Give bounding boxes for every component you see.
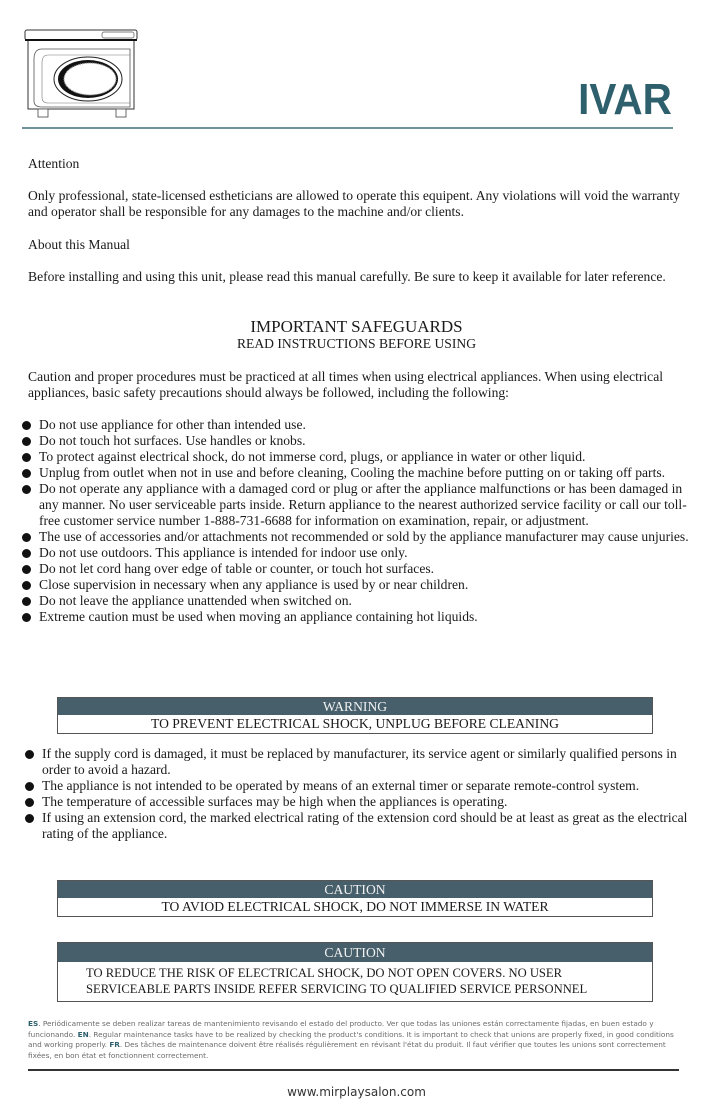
caution-label: CAUTION [58,881,652,898]
warning-label: WARNING [58,698,652,715]
list-item: If using an extension cord, the marked electrical rating of the extension cord should be at least as great as the electrical rating of the appliance. [42,810,692,842]
bullet-icon [22,581,31,590]
list-item: The appliance is not intended to be operated by means of an external timer or separate remote-control system. [42,778,692,794]
attention-heading: Attention [28,156,80,171]
caution-box-covers [57,942,653,1002]
additional-safety-list [42,746,692,842]
list-item: Do not operate any appliance with a damaged cord or plug or after the appliance malfunctions or has been damaged in any manner. No user serviceable parts inside. Return appliance to the nearest authorized service facility or call our toll-free customer service number 1-888-731-6688 for information on examination, repair, or adjustment. [39,481,699,529]
maintenance-footnote: ES. Periódicamente se deben realizar tareas de mantenimiento revisando el estado del producto. Ver que todas las uniones están correctamente fijadas, en buen estado y funcionando. EN. Regular maintenance tasks have to be realized by checking the product's conditions. It is important to check that unions are properly fixed, in good conditions and working properly. FR. Des tâches de maintenance doivent être réalisés régulièrement en révisant l'état du produit. Il faut vérifier que toutes les unions sont correctement fixées, en bon état et fonctionnent correctement. [28,1019,674,1060]
safeguards-list [39,417,699,625]
list-item: Extreme caution must be used when moving an appliance containing hot liquids. [39,609,699,625]
list-item: Do not use appliance for other than intended use. [39,417,699,433]
warning-box [57,697,653,734]
list-item: Unplug from outlet when not in use and before cleaning, Cooling the machine before putting on or taking off parts. [39,465,699,481]
bullet-icon [25,814,34,823]
caution-box-immerse [57,880,653,917]
safeguards-subtitle: READ INSTRUCTIONS BEFORE USING [236,336,477,351]
lang-label-fr: FR [109,1040,120,1050]
manual-heading: About this Manual [28,237,130,252]
caution-text [58,962,652,1001]
caution-text-line-2: SERVICEABLE PARTS INSIDE REFER SERVICING TO QUALIFIED SERVICE PERSONNEL [86,982,588,996]
list-item: Do not use outdoors. This appliance is intended for indoor use only. [39,545,699,561]
bullet-icon [25,782,34,791]
bullet-icon [25,750,34,759]
bullet-icon [22,437,31,446]
bullet-icon [22,469,31,478]
bullet-icon [22,597,31,606]
bullet-icon [22,533,31,542]
list-item: If the supply cord is damaged, it must be replaced by manufacturer, its service agent or similarly qualified persons in order to avoid a hazard. [42,746,692,778]
list-item: The temperature of accessible surfaces may be high when the appliances is operating. [42,794,692,810]
list-item: Do not touch hot surfaces. Use handles or knobs. [39,433,699,449]
caution-text: TO AVIOD ELECTRICAL SHOCK, DO NOT IMMERSE IN WATER [58,898,652,916]
bullet-icon [22,485,31,494]
list-item: To protect against electrical shock, do not immerse cord, plugs, or appliance in water or other liquid. [39,449,699,465]
lang-label-es: ES [28,1019,39,1028]
bullet-icon [22,549,31,558]
bullet-icon [22,613,31,622]
bullet-icon [22,453,31,462]
manual-text: Before installing and using this unit, please read this manual carefully. Be sure to keep it available for later reference. [28,269,666,284]
safeguards-title: IMPORTANT SAFEGUARDS [250,317,463,336]
caution-text-line-1: TO REDUCE THE RISK OF ELECTRICAL SHOCK, DO NOT OPEN COVERS. NO USER [86,966,563,980]
list-item: Do not let cord hang over edge of table or counter, or touch hot surfaces. [39,561,699,577]
towel-warmer-illustration [22,27,140,119]
bullet-icon [22,565,31,574]
lang-label-en: EN [77,1029,89,1039]
bullet-icon [25,798,34,807]
header-divider [22,127,673,129]
list-item: Close supervision in necessary when any appliance is used by or near children. [39,577,699,593]
website-link[interactable]: www.mirplaysalon.com [287,1085,426,1099]
bullet-icon [22,421,31,430]
brand-logo: IVAR [578,75,672,124]
footer-divider [28,1069,679,1071]
safeguards-intro: Caution and proper procedures must be practiced at all times when using electrical appliances. When using electrical appliances, basic safety precautions should always be followed, including the following: [28,369,664,400]
warning-text: TO PREVENT ELECTRICAL SHOCK, UNPLUG BEFORE CLEANING [58,715,652,733]
list-item: The use of accessories and/or attachments not recommended or sold by the appliance manufacturer may cause unjuries. [39,529,699,545]
list-item: Do not leave the appliance unattended when switched on. [39,593,699,609]
attention-text: Only professional, state-licensed estheticians are allowed to operate this equipent. Any violations will void the warranty and operator shall be responsible for any damages to the machine and/or clients. [28,188,680,219]
caution-label: CAUTION [58,943,652,962]
